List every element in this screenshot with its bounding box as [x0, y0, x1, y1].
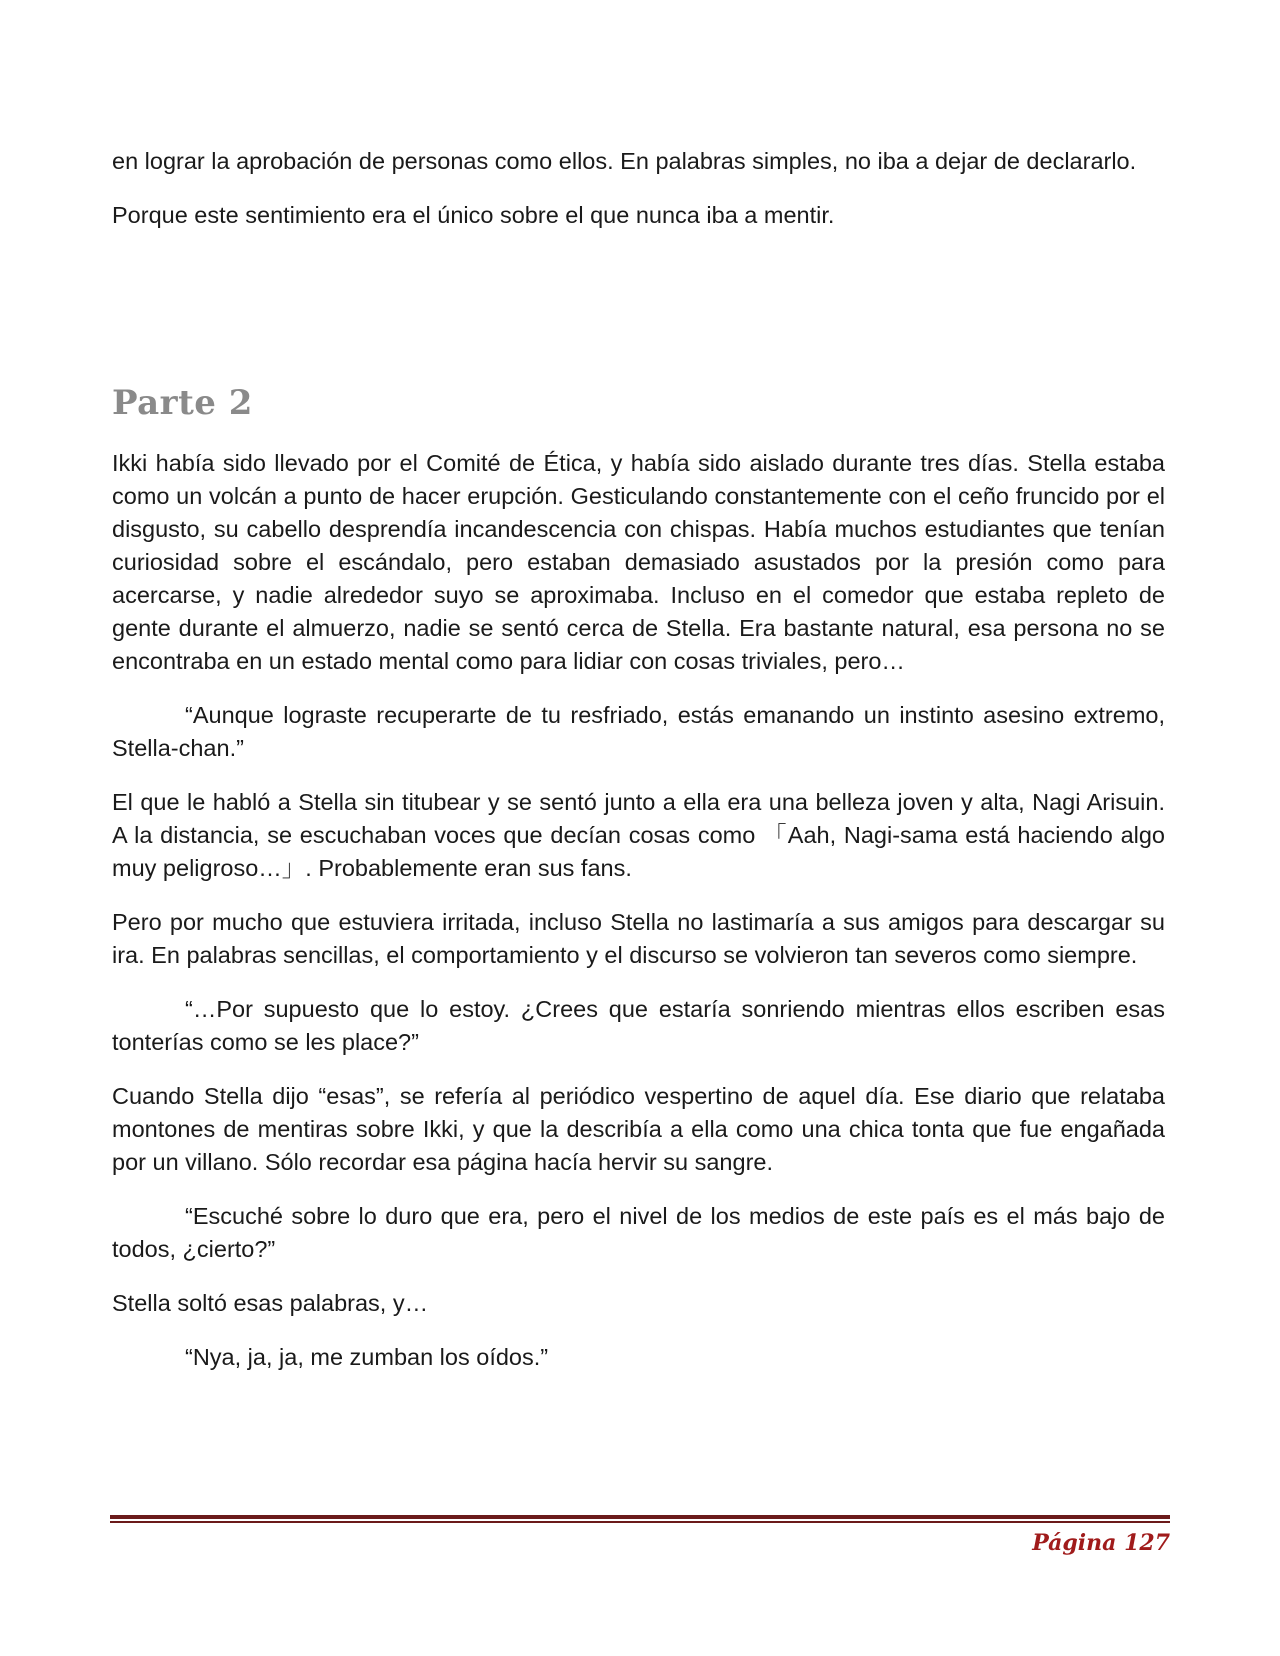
section-heading: Parte 2: [112, 383, 253, 423]
paragraph: Cuando Stella dijo “esas”, se refería al periódico vespertino de aquel día. Ese diario que relataba montones de mentiras sobre Ikki, y que la describía a ella como una chica tonta que fue engañada por un villano. Sólo recordar esa página hacía hervir su sangre.: [112, 1083, 1165, 1175]
dialogue-paragraph: “Nya, ja, ja, me zumban los oídos.”: [185, 1344, 549, 1370]
footer-divider: [110, 1515, 1170, 1523]
paragraph: Ikki había sido llevado por el Comité de Ética, y había sido aislado durante tres días. Stella estaba como un volcán a punto de hacer erupción. Gesticulando constantemente con el ceño fruncido por el disgusto, su cabello desprendía incandescencia con chispas. Había muchos estudiantes que tenían curiosidad sobre el escándalo, pero estaban demasiado asustados por la presión como para acercarse, y nadie alrededor suyo se aproximaba. Incluso en el comedor que estaba repleto de gente durante el almuerzo, nadie se sentó cerca de Stella. Era bastante natural, esa persona no se encontraba en un estado mental como para lidiar con cosas triviales, pero…: [112, 450, 1165, 674]
paragraph: El que le habló a Stella sin titubear y se sentó junto a ella era una belleza joven y alta, Nagi Arisuin. A la distancia, se escuchaban voces que decían cosas como 「Aah, Nagi-sama está haciendo algo muy peligroso…」. Probablemente eran sus fans.: [112, 789, 1165, 881]
footer-divider-thin: [110, 1521, 1170, 1523]
section-spacer: [112, 253, 1165, 383]
section-before: [112, 145, 1165, 232]
dialogue-paragraph: “…Por supuesto que lo estoy. ¿Crees que estaría sonriendo mientras ellos escriben esas tonterías como se les place?”: [112, 996, 1165, 1055]
dialogue-paragraph: “Escuché sobre lo duro que era, pero el nivel de los medios de este país es el más bajo de todos, ¿cierto?”: [112, 1203, 1165, 1262]
paragraph: Pero por mucho que estuviera irritada, incluso Stella no lastimaría a sus amigos para descargar su ira. En palabras sencillas, el comportamiento y el discurso se volvieron tan severos como siempre.: [112, 909, 1165, 968]
dialogue-paragraph: “Aunque lograste recuperarte de tu resfriado, estás emanando un instinto asesino extremo, Stella-chan.”: [112, 702, 1165, 761]
footer-divider-thick: [110, 1515, 1170, 1519]
page-number: Página 127: [1032, 1530, 1170, 1556]
paragraph: en lograr la aprobación de personas como ellos. En palabras simples, no iba a dejar de declararlo.: [112, 148, 1137, 174]
document-page: [112, 145, 1165, 1395]
paragraph: Porque este sentimiento era el único sobre el que nunca iba a mentir.: [112, 202, 835, 228]
paragraph: Stella soltó esas palabras, y…: [112, 1290, 429, 1316]
section-body: [112, 447, 1165, 1374]
